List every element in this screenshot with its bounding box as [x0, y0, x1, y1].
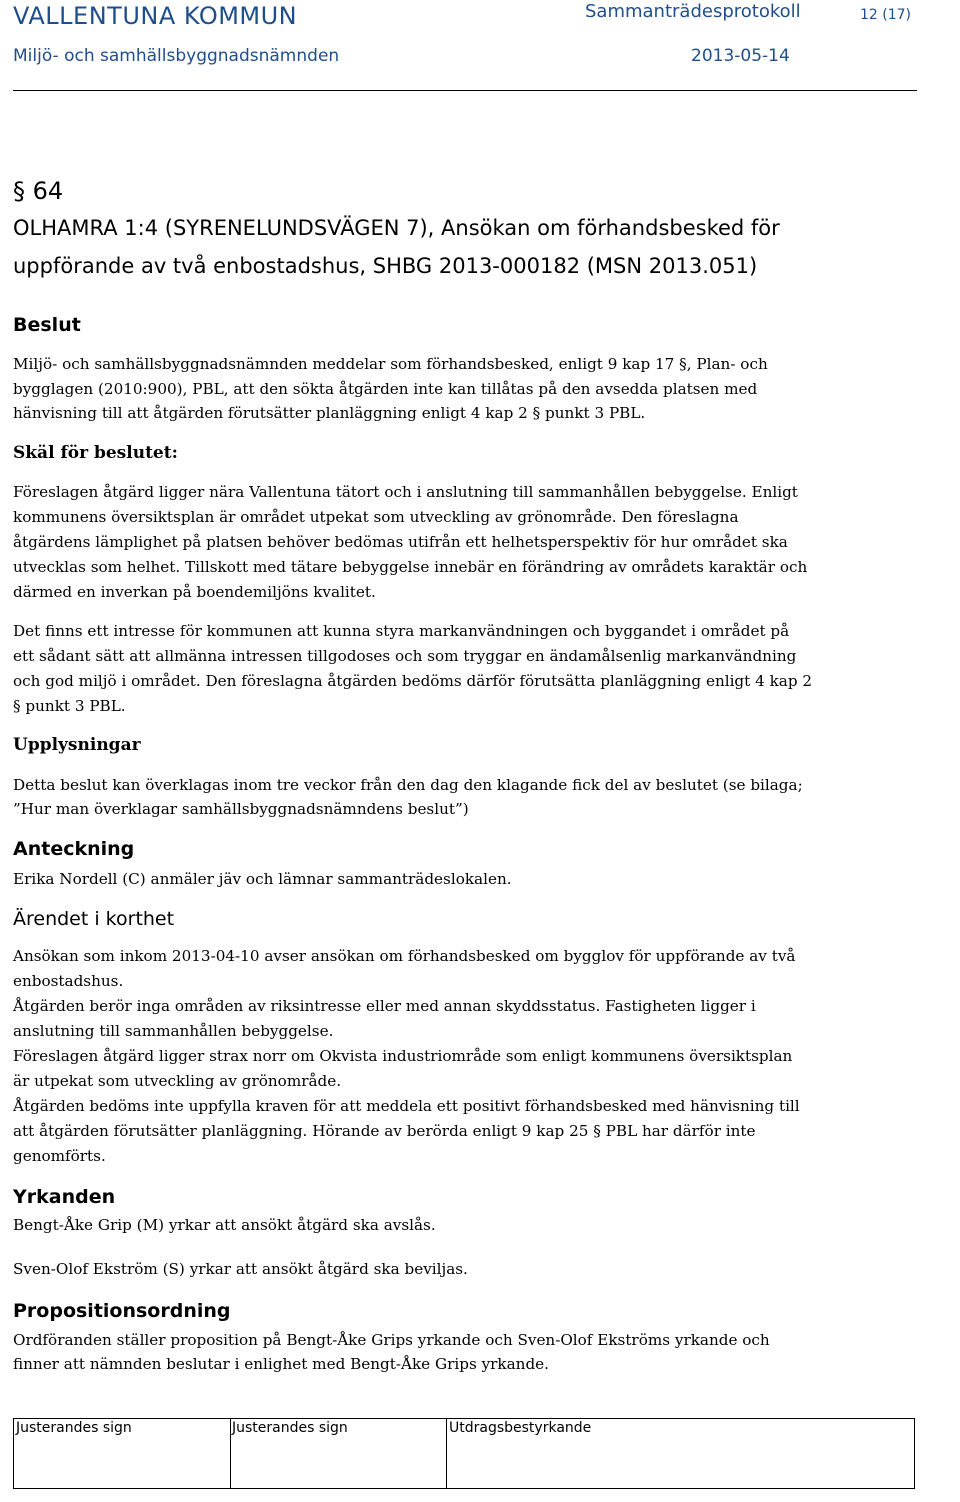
committee-name: Miljö- och samhällsbyggnadsnämnden [13, 46, 340, 66]
text-line: Föreslagen åtgärd ligger nära Vallentuna tätort och i anslutning till sammanhållen bebyggelse. Enligt [13, 483, 798, 501]
text-line: Det finns ett intresse för kommunen att kunna styra markanvändningen och byggandet i området på [13, 622, 790, 640]
signature-label: Justerandes sign [16, 1420, 132, 1436]
paragraph-number: § 64 [13, 177, 64, 205]
text-line: kommunens översiktsplan är området utpekat som utveckling av grönområde. Den föreslagna [13, 508, 739, 526]
signature-box-2 [230, 1418, 447, 1489]
text-line: finner att nämnden beslutar i enlighet med Bengt-Åke Grips yrkande. [13, 1355, 549, 1373]
text-line: genomförts. [13, 1147, 106, 1165]
text-line: anslutning till sammanhållen bebyggelse. [13, 1022, 334, 1040]
signature-box-1 [13, 1418, 231, 1489]
meeting-date: 2013-05-14 [691, 46, 790, 66]
attestation-label: Utdragsbestyrkande [449, 1420, 592, 1436]
heading-yrkanden: Yrkanden [13, 1186, 116, 1208]
text-line: ”Hur man överklagar samhällsbyggnadsnämndens beslut”) [13, 800, 469, 818]
document-type: Sammanträdesprotokoll [585, 1, 801, 22]
text-line: Erika Nordell (C) anmäler jäv och lämnar sammanträdeslokalen. [13, 870, 512, 888]
heading-skal: Skäl för beslutet: [13, 443, 178, 463]
text-line: Föreslagen åtgärd ligger strax norr om Okvista industriområde som enligt kommunens översiktsplan [13, 1047, 793, 1065]
heading-propositionsordning: Propositionsordning [13, 1300, 231, 1322]
page-number: 12 (17) [860, 7, 912, 23]
signature-label: Justerandes sign [232, 1420, 348, 1436]
text-line: Ansökan som inkom 2013-04-10 avser ansökan om förhandsbesked om bygglov för uppförande av två [13, 947, 796, 965]
text-line: Bengt-Åke Grip (M) yrkar att ansökt åtgärd ska avslås. [13, 1216, 436, 1234]
text-line: Miljö- och samhällsbyggnadsnämnden meddelar som förhandsbesked, enligt 9 kap 17 §, Plan- och [13, 355, 768, 373]
attestation-box [447, 1418, 915, 1489]
text-line: Sven-Olof Ekström (S) yrkar att ansökt åtgärd ska beviljas. [13, 1260, 468, 1278]
text-line: ett sådant sätt att allmänna intressen tillgodoses och som tryggar en ändamålsenlig markanvändning [13, 647, 797, 665]
text-line: åtgärdens lämplighet på platsen behöver bedömas utifrån ett helhetsperspektiv för hur området ska [13, 533, 788, 551]
header-divider [13, 90, 917, 91]
paragraph-title-line-1: OLHAMRA 1:4 (SYRENELUNDSVÄGEN 7), Ansökan om förhandsbesked för [13, 216, 780, 240]
text-line: § punkt 3 PBL. [13, 697, 126, 715]
text-line: enbostadshus. [13, 972, 124, 990]
text-line: Åtgärden bedöms inte uppfylla kraven för att meddela ett positivt förhandsbesked med hänvisning till [13, 1097, 800, 1115]
text-line: att åtgärden förutsätter planläggning. Hörande av berörda enligt 9 kap 25 § PBL har därför inte [13, 1122, 756, 1140]
text-line: därmed en inverkan på boendemiljöns kvalitet. [13, 583, 376, 601]
heading-anteckning: Anteckning [13, 838, 135, 860]
paragraph-title-line-2: uppförande av två enbostadshus, SHBG 2013-000182 (MSN 2013.051) [13, 254, 758, 278]
municipality-name: VALLENTUNA KOMMUN [13, 2, 298, 30]
text-line: Detta beslut kan överklagas inom tre veckor från den dag den klagande fick del av beslutet (se bilaga; [13, 776, 803, 794]
text-line: är utpekat som utveckling av grönområde. [13, 1072, 342, 1090]
heading-arendet: Ärendet i korthet [13, 908, 175, 930]
text-line: bygglagen (2010:900), PBL, att den sökta åtgärden inte kan tillåtas på den avsedda platsen med [13, 380, 758, 398]
text-line: och god miljö i området. Den föreslagna åtgärden bedöms därför förutsätta planläggning enligt 4 kap 2 [13, 672, 813, 690]
text-line: Ordföranden ställer proposition på Bengt-Åke Grips yrkande och Sven-Olof Ekströms yrkande och [13, 1331, 770, 1349]
text-line: Åtgärden berör inga områden av riksintresse eller med annan skyddsstatus. Fastigheten ligger i [13, 997, 756, 1015]
heading-beslut: Beslut [13, 314, 81, 336]
text-line: hänvisning till att åtgärden förutsätter planläggning enligt 4 kap 2 § punkt 3 PBL. [13, 404, 646, 422]
heading-upplysningar: Upplysningar [13, 735, 141, 755]
text-line: utvecklas som helhet. Tillskott med tätare bebyggelse innebär en förändring av områdets karaktär och [13, 558, 808, 576]
